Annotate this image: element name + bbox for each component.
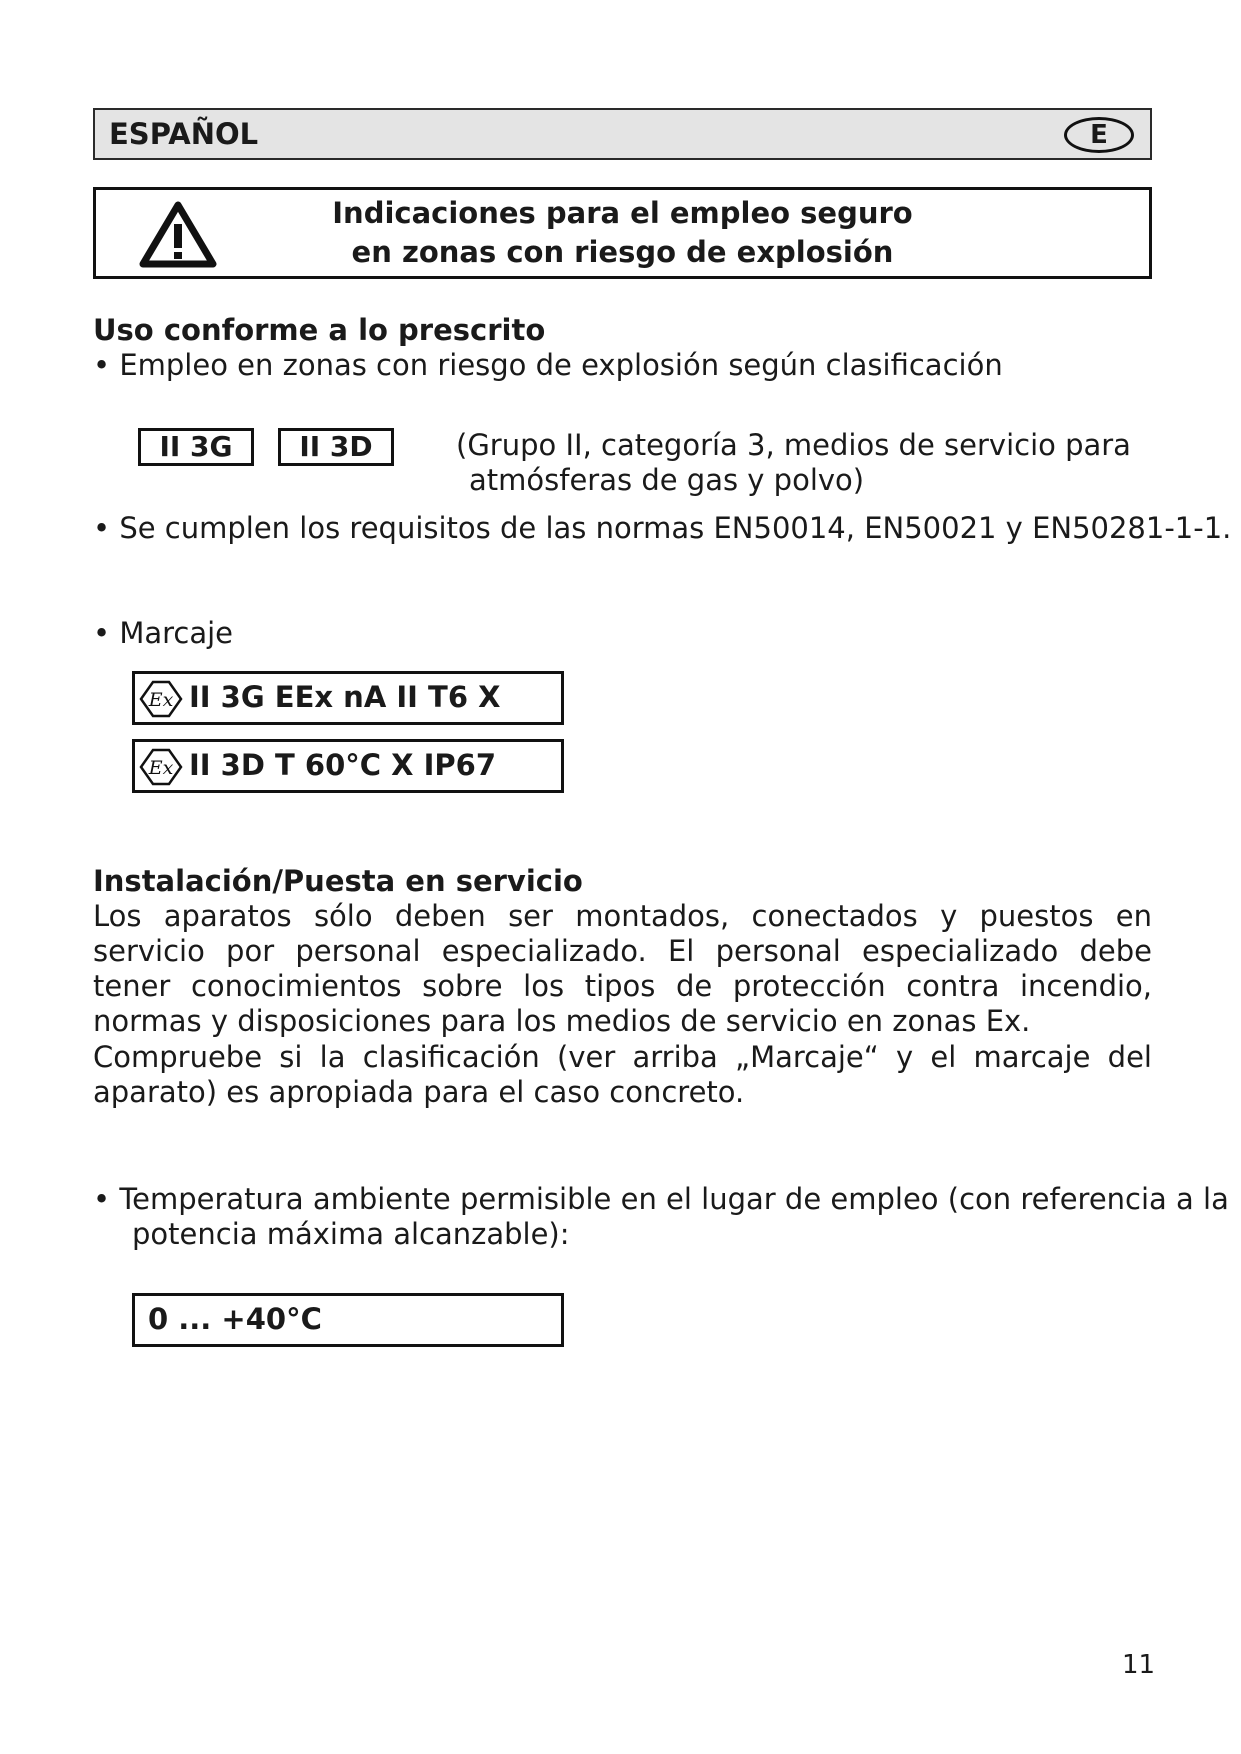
bullet-normas: • Se cumplen los requisitos de las normas EN50014, EN50021 y EN50281-1-1.: [93, 511, 1232, 545]
svg-text:Ex: Ex: [148, 689, 174, 711]
svg-text:Ex: Ex: [148, 757, 174, 779]
language-header: [93, 108, 1152, 160]
marking-box-gas: [132, 671, 564, 725]
section-heading-instalacion: Instalación/Puesta en servicio: [93, 864, 583, 898]
bullet-temperatura-line2: potencia máxima alcanzable):: [132, 1217, 570, 1251]
warning-title-line2: en zonas con riesgo de explosión: [351, 235, 894, 269]
safety-warning-box: [93, 187, 1152, 279]
category-box-3d: II 3D: [278, 428, 394, 466]
bullet-normas-text: Se cumplen los requisitos de las normas EN50014, EN50021 y EN50281-1-1.: [119, 511, 1232, 545]
warning-title: [96, 194, 1149, 272]
bullet-empleo-text: Empleo en zonas con riesgo de explosión según clasificación: [119, 348, 1003, 382]
bullet-marcaje: • Marcaje: [93, 616, 234, 650]
language-title: ESPAÑOL: [109, 117, 259, 151]
language-badge: E: [1064, 117, 1134, 153]
category-box-3g: II 3G: [138, 428, 254, 466]
bullet-temperatura: • Temperatura ambiente permisible en el lugar de empleo (con referencia a la: [93, 1182, 1229, 1216]
ex-mark-icon: [139, 748, 183, 786]
bullet-marcaje-text: Marcaje: [119, 616, 234, 650]
ex-mark-icon: [139, 680, 183, 718]
installation-paragraph-1: Los aparatos sólo deben ser montados, conectados y puestos en servicio por personal especializado. El personal especializado debe tener conocimientos sobre los tipos de protección contra incendio, normas y disposiciones para los medios de servicio en zonas Ex.: [93, 899, 1152, 1038]
category-description-line2: atmósferas de gas y polvo): [469, 463, 865, 497]
warning-triangle-icon: [138, 200, 218, 270]
page-number: 11: [1122, 1650, 1156, 1680]
category-description-line1: (Grupo II, categoría 3, medios de servicio para: [456, 428, 1131, 462]
warning-title-line1: Indicaciones para el empleo seguro: [332, 196, 913, 230]
marking-box-dust: [132, 739, 564, 793]
temperature-box: [132, 1293, 564, 1347]
marking-gas-text: II 3G EEx nA II T6 X: [189, 680, 501, 714]
bullet-empleo: • Empleo en zonas con riesgo de explosión según clasificación: [93, 348, 1003, 382]
bullet-temperatura-line1: Temperatura ambiente permisible en el lugar de empleo (con referencia a la: [119, 1182, 1229, 1216]
temperature-range: 0 ... +40°C: [148, 1302, 322, 1336]
marking-dust-text: II 3D T 60°C X IP67: [189, 748, 496, 782]
section-heading-uso: Uso conforme a lo prescrito: [93, 313, 546, 347]
installation-paragraph-2: Compruebe si la clasificación (ver arriba „Marcaje“ y el marcaje del aparato) es apropiada para el caso concreto.: [93, 1040, 1152, 1109]
